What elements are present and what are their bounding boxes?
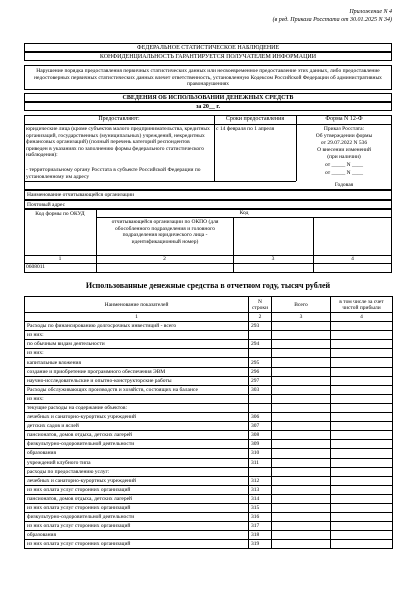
- row-total-input[interactable]: [272, 358, 331, 367]
- col-number-2: 2: [163, 256, 166, 262]
- address-label: Почтовый адрес: [27, 202, 66, 208]
- row-name: из них оплата услуг сторонних организаций: [25, 485, 249, 494]
- terms-text: с 14 февраля по 1 апреля: [216, 126, 275, 132]
- row-line-number: 309: [249, 440, 272, 449]
- table-row: [25, 522, 393, 531]
- year-box: [24, 102, 392, 111]
- row-net-profit-input[interactable]: [331, 485, 393, 494]
- row-net-profit-input[interactable]: [331, 385, 393, 394]
- edition-note: (в ред. Приказа Росстата от 30.01.2025 N 34): [272, 17, 392, 23]
- row-name: из них оплата услуг сторонних организаций: [25, 503, 249, 512]
- row-line-number: 315: [249, 503, 272, 512]
- row-line-number: 296: [249, 367, 272, 376]
- row-total-input[interactable]: [272, 467, 331, 476]
- row-total-input[interactable]: [272, 376, 331, 385]
- terms-header: Сроки предоставления: [225, 116, 285, 122]
- table-row: [25, 431, 393, 440]
- row-name: физкультурно-оздоровительной деятельности: [25, 440, 249, 449]
- org-name-label: Наименование отчитывающейся организации: [27, 192, 135, 198]
- row-name: Расходы по финансированию долгосрочных инвестиций - всего: [25, 322, 249, 331]
- row-line-number: 308: [249, 431, 272, 440]
- row-net-profit-input[interactable]: [331, 413, 393, 422]
- row-name: текущие расходы на содержание объектов:: [25, 403, 249, 412]
- table-row: [25, 531, 393, 540]
- table-row: [25, 322, 393, 331]
- amendment-line-1: от _____ N ____: [325, 162, 363, 168]
- row-total-input[interactable]: [272, 449, 331, 458]
- row-total-input[interactable]: [272, 385, 331, 394]
- col-number-4: 4: [351, 256, 354, 262]
- row-net-profit-input[interactable]: [331, 540, 393, 549]
- row-name: лечебных и санаторно-курортных учреждений: [25, 476, 249, 485]
- row-line-number: 306: [249, 413, 272, 422]
- okpo-label: отчитывающейся организации по ОКПО (для обособленного подразделения и головного подразделения юридического лица - идентификационный номер): [111, 219, 219, 245]
- row-name: по обычным видам деятельности: [25, 340, 249, 349]
- row-line-number: 310: [249, 449, 272, 458]
- table-row: [25, 385, 393, 394]
- periodicity: Годовая: [334, 182, 354, 188]
- row-line-number: 318: [249, 531, 272, 540]
- code-input-3[interactable]: [234, 264, 312, 272]
- confidentiality-text: КОНФИДЕНЦИАЛЬНОСТЬ ГАРАНТИРУЕТСЯ ПОЛУЧАТЕЛЕМ ИНФОРМАЦИИ: [99, 54, 317, 60]
- warning-text: Нарушение порядка предоставления первичных статистических данных или несвоевременное предоставление этих данных, либо предоставление недостоверных первичных статистических данных влечет ответственность, установленную Кодексом Российской Федерации об административных правонарушениях: [34, 68, 382, 87]
- row-line-number: 316: [249, 513, 272, 522]
- row-total-input[interactable]: [272, 513, 331, 522]
- row-total-input[interactable]: [272, 394, 331, 403]
- row-name: из них оплата услуг сторонних организаций: [25, 522, 249, 531]
- table-row: [25, 467, 393, 476]
- row-total-input[interactable]: [272, 458, 331, 467]
- table-row: [25, 331, 393, 340]
- table-header-row: [25, 297, 393, 313]
- row-name: детских садов и яслей: [25, 422, 249, 431]
- row-name: пансионатов, домов отдыха, детских лагерей: [25, 431, 249, 440]
- order-line-1: Приказ Росстата:: [323, 126, 365, 132]
- row-name: Расходы обслуживающих производств и хозяйств, состоящих на балансе: [25, 385, 249, 394]
- row-total-input[interactable]: [272, 331, 331, 340]
- form-year: за 20__ г.: [196, 104, 220, 110]
- table-row: [25, 422, 393, 431]
- row-name: образования: [25, 531, 249, 540]
- warning-box: [24, 65, 392, 90]
- col-number-3: 3: [271, 256, 275, 262]
- table-row: [25, 458, 393, 467]
- row-net-profit-input[interactable]: [331, 403, 393, 412]
- row-net-profit-input[interactable]: [331, 476, 393, 485]
- appendix-label: Приложение N 4: [349, 9, 392, 15]
- row-total-input[interactable]: [272, 494, 331, 503]
- row-name: из них:: [25, 349, 249, 358]
- column-number-1: 1: [25, 313, 249, 322]
- column-numbers-row: [25, 313, 393, 322]
- row-net-profit-input[interactable]: [331, 331, 393, 340]
- who-text-1: юридические лица (кроме субъектов малого предпринимательства, кредитных организаций, государственных (муниципальных) учреждений, некредитных финансовых организаций) (полный перечень категорий респондентов приведен в указаниях по заполнению формы федерального статистического наблюдения):: [26, 126, 210, 158]
- table-row: [25, 403, 393, 412]
- table-row: [25, 449, 393, 458]
- row-net-profit-input[interactable]: [331, 522, 393, 531]
- okud-value: 0608011: [26, 264, 46, 270]
- row-net-profit-input[interactable]: [331, 440, 393, 449]
- address-row[interactable]: [24, 200, 392, 209]
- column-number-4: 4: [331, 313, 393, 322]
- code-input-4[interactable]: [314, 264, 391, 272]
- federal-observation-banner: [24, 43, 392, 52]
- federal-observation-title: ФЕДЕРАЛЬНОЕ СТАТИСТИЧЕСКОЕ НАБЛЮДЕНИЕ: [136, 45, 280, 51]
- row-name: создание и приобретение программного обеспечения ЭВМ: [25, 367, 249, 376]
- row-total-input[interactable]: [272, 485, 331, 494]
- row-name: физкультурно-оздоровительной деятельности: [25, 513, 249, 522]
- row-line-number: 312: [249, 476, 272, 485]
- row-total-input[interactable]: [272, 503, 331, 512]
- row-name: лечебных и санаторно-курортных учреждений: [25, 413, 249, 422]
- table-row: [25, 540, 393, 549]
- row-net-profit-input[interactable]: [331, 322, 393, 331]
- order-line-3: от 29.07.2022 N 536: [320, 140, 368, 146]
- row-line-number: 314: [249, 494, 272, 503]
- row-line-number: [249, 349, 272, 358]
- header-total: Всего: [272, 297, 331, 313]
- table-row: [25, 513, 393, 522]
- row-line-number: 307: [249, 422, 272, 431]
- row-total-input[interactable]: [272, 540, 331, 549]
- table-row: [25, 358, 393, 367]
- row-net-profit-input[interactable]: [331, 494, 393, 503]
- row-total-input[interactable]: [272, 531, 331, 540]
- row-total-input[interactable]: [272, 522, 331, 531]
- table-row: [25, 413, 393, 422]
- header-net-profit: в том числе за счет чистой прибыли: [331, 297, 393, 313]
- row-total-input[interactable]: [272, 403, 331, 412]
- row-net-profit-input[interactable]: [331, 458, 393, 467]
- who-header: Предоставляют:: [98, 116, 140, 122]
- row-net-profit-input[interactable]: [331, 422, 393, 431]
- row-total-input[interactable]: [272, 440, 331, 449]
- row-net-profit-input[interactable]: [331, 449, 393, 458]
- table-row: [25, 340, 393, 349]
- okpo-input[interactable]: [97, 264, 232, 272]
- table-row: [25, 503, 393, 512]
- row-line-number: [249, 403, 272, 412]
- table-row: [25, 440, 393, 449]
- row-net-profit-input[interactable]: [331, 394, 393, 403]
- money-usage-table: [24, 296, 393, 549]
- row-name: учреждений клубного типа: [25, 458, 249, 467]
- table-row: [25, 394, 393, 403]
- row-total-input[interactable]: [272, 340, 331, 349]
- row-net-profit-input[interactable]: [331, 513, 393, 522]
- row-total-input[interactable]: [272, 322, 331, 331]
- row-line-number: 303: [249, 385, 272, 394]
- amendment-line-2: от _____ N ____: [325, 170, 363, 176]
- table-row: [25, 367, 393, 376]
- row-name: образования: [25, 449, 249, 458]
- row-line-number: 297: [249, 376, 272, 385]
- row-total-input[interactable]: [272, 367, 331, 376]
- order-line-5: (при наличии): [327, 154, 361, 160]
- table-row: [25, 485, 393, 494]
- header-name: Наименование показателей: [25, 297, 249, 313]
- confidentiality-banner: [24, 52, 392, 61]
- row-net-profit-input[interactable]: [331, 431, 393, 440]
- row-line-number: 313: [249, 485, 272, 494]
- row-net-profit-input[interactable]: [331, 358, 393, 367]
- row-name: капитальные вложения: [25, 358, 249, 367]
- row-total-input[interactable]: [272, 413, 331, 422]
- row-net-profit-input[interactable]: [331, 376, 393, 385]
- table-row: [25, 376, 393, 385]
- form-number: Форма N 12-Ф: [325, 116, 363, 122]
- order-line-4: О внесении изменений: [317, 147, 371, 153]
- table-row: [25, 494, 393, 503]
- row-net-profit-input[interactable]: [331, 467, 393, 476]
- row-line-number: [249, 331, 272, 340]
- col-number-1: 1: [58, 256, 62, 262]
- row-line-number: 319: [249, 540, 272, 549]
- row-name: из них:: [25, 331, 249, 340]
- row-net-profit-input[interactable]: [331, 367, 393, 376]
- form-title: СВЕДЕНИЯ ОБ ИСПОЛЬЗОВАНИИ ДЕНЕЖНЫХ СРЕДСТВ: [122, 95, 294, 101]
- row-net-profit-input[interactable]: [331, 349, 393, 358]
- column-number-2: 2: [249, 313, 272, 322]
- row-name: научно-исследовательские и опытно-конструкторские работы: [25, 376, 249, 385]
- column-number-3: 3: [272, 313, 331, 322]
- section-title: Использованные денежные средства в отчетном году, тысяч рублей: [85, 281, 331, 290]
- row-line-number: 295: [249, 358, 272, 367]
- row-total-input[interactable]: [272, 349, 331, 358]
- order-line-2: Об утверждении формы: [315, 133, 373, 139]
- row-net-profit-input[interactable]: [331, 531, 393, 540]
- row-line-number: [249, 394, 272, 403]
- row-line-number: 311: [249, 458, 272, 467]
- row-total-input[interactable]: [272, 431, 331, 440]
- who-text-2: - территориальному органу Росстата в субъекте Российской Федерации по установленному им адресу: [26, 167, 201, 180]
- title-box: [24, 93, 392, 102]
- org-name-row[interactable]: [24, 190, 392, 200]
- row-net-profit-input[interactable]: [331, 340, 393, 349]
- okud-label: Код формы по ОКУД: [35, 211, 85, 217]
- table-row: [25, 349, 393, 358]
- row-net-profit-input[interactable]: [331, 503, 393, 512]
- row-name: расходы по предоставлению услуг:: [25, 467, 249, 476]
- row-total-input[interactable]: [272, 422, 331, 431]
- row-name: из них оплата услуг сторонних организаций: [25, 540, 249, 549]
- code-header: Код: [239, 210, 249, 216]
- row-line-number: 293: [249, 322, 272, 331]
- row-line-number: 294: [249, 340, 272, 349]
- row-name: пансионатов, домов отдыха, детских лагерей: [25, 494, 249, 503]
- row-total-input[interactable]: [272, 476, 331, 485]
- row-line-number: 317: [249, 522, 272, 531]
- table-row: [25, 476, 393, 485]
- row-name: из них:: [25, 394, 249, 403]
- header-line-number: N строки: [249, 297, 272, 313]
- row-line-number: [249, 467, 272, 476]
